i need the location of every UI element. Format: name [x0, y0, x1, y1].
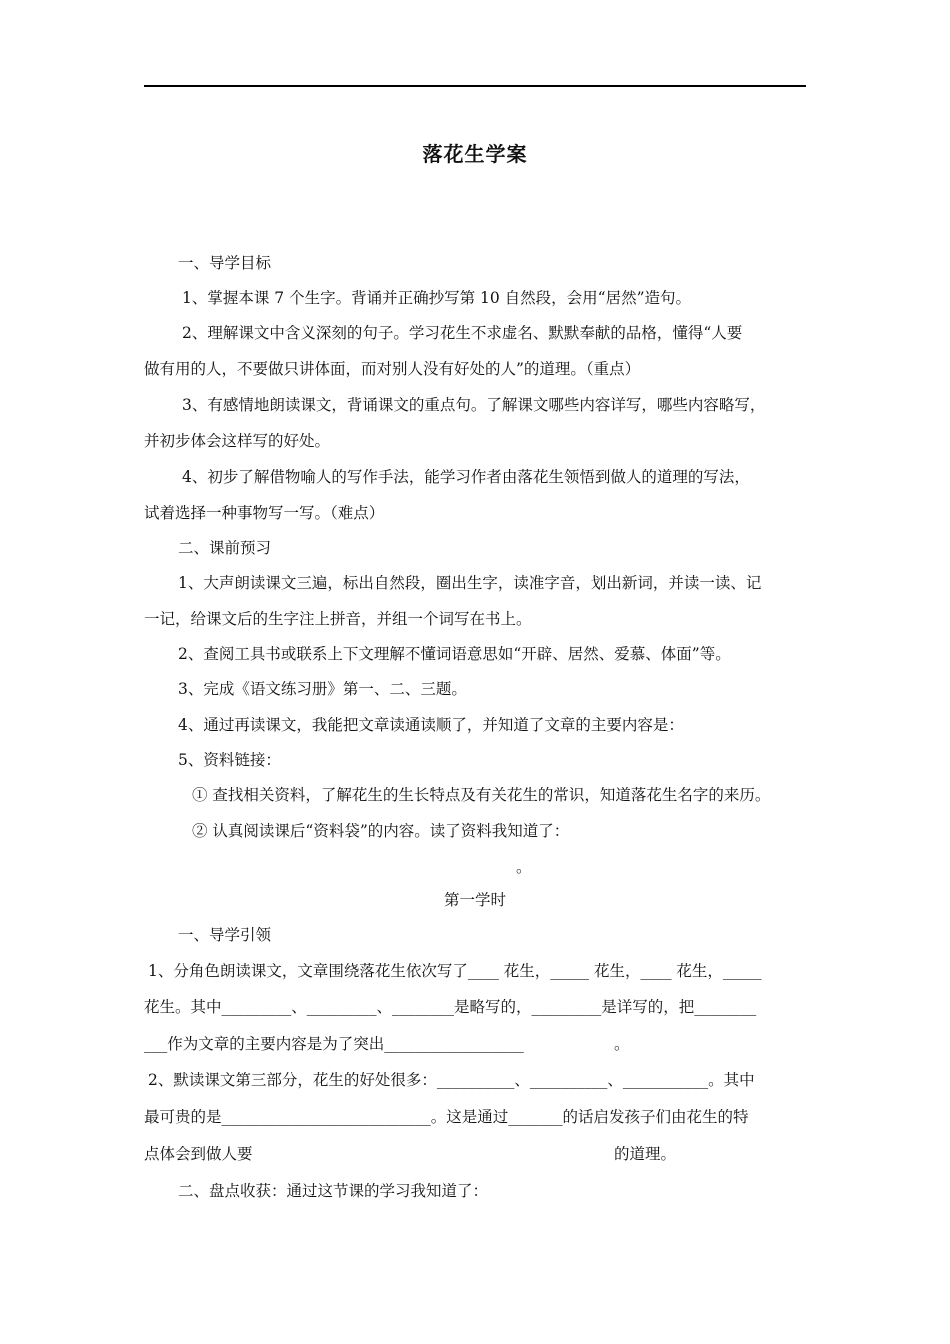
preview-item-1-cont: 一记，给课文后的生字注上拼音，并组一个词写在书上。	[144, 610, 532, 628]
resource-item-1: ① 查找相关资料，了解花生的生长特点及有关花生的常识，知道落花生名字的来历。	[192, 786, 771, 804]
goal-item-2-cont: 做有用的人，不要做只讲体面，而对别人没有好处的人”的道理。（重点）	[144, 360, 641, 378]
preview-item-2: 2、查阅工具书或联系上下文理解不懂词语意思如“开辟、居然、爱慕、体面”等。	[178, 645, 731, 663]
preview-item-3: 3、完成《语文练习册》第一、二、三题。	[178, 680, 467, 698]
preview-item-5: 5、资料链接：	[178, 751, 281, 769]
exercise-1-cont: 花生。其中_________、_________、________是略写的，_________是详写的，把________	[144, 998, 757, 1016]
resource-item-2: ② 认真阅读课后“资料袋”的内容。读了资料我知道了：	[192, 822, 570, 840]
exercise-2-cont-2: 点体会到做人要	[144, 1145, 253, 1163]
preview-item-4: 4、通过再读课文，我能把文章读通读顺了，并知道了文章的主要内容是：	[178, 716, 684, 734]
exercise-1: 1、分角色朗读课文，文章围绕落花生依次写了____ 花生，_____ 花生，____ 花生，_____	[148, 962, 762, 980]
header-rule	[144, 85, 806, 87]
section-heading-goals: 一、导学目标	[178, 254, 272, 272]
exercise-2: 2、默读课文第三部分，花生的好处很多：__________、__________、___________。其中	[148, 1071, 755, 1089]
exercise-2-end: 的道理。	[614, 1145, 677, 1163]
lesson-heading: 第一学时	[443, 891, 506, 909]
section-heading-preview: 二、课前预习	[178, 539, 272, 557]
goal-item-4-cont: 试着选择一种事物写一写。（难点）	[144, 504, 385, 522]
goal-item-4: 4、初步了解借物喻人的写作手法，能学习作者由落花生领悟到做人的道理的写法，	[182, 468, 750, 486]
goal-item-3-cont: 并初步体会这样写的好处。	[144, 432, 331, 450]
blank-period: 。	[516, 858, 532, 876]
preview-item-1: 1、大声朗读课文三遍，标出自然段，圈出生字，读准字音，划出新词，并读一读、记	[178, 574, 762, 592]
exercise-2-cont: 最可贵的是___________________________。这是通过_______的话启发孩子们由花生的特	[144, 1108, 749, 1126]
goal-item-1: 1、掌握本课 7 个生字。背诵并正确抄写第 10 自然段，会用“居然”造句。	[182, 289, 692, 307]
exercise-1-cont-2: ___作为文章的主要内容是为了突出__________________	[144, 1035, 524, 1053]
goal-item-2: 2、理解课文中含义深刻的句子。学习花生不求虚名、默默奉献的品格，懂得“人要	[182, 324, 743, 342]
exercise-1-end: 。	[614, 1035, 630, 1053]
section-heading-guide: 一、导学引领	[178, 926, 272, 944]
goal-item-3: 3、有感情地朗读课文，背诵课文的重点句。了解课文哪些内容详写，哪些内容略写，	[182, 396, 766, 414]
page-title: 落花生学案	[422, 142, 528, 166]
section-heading-summary: 二、盘点收获：通过这节课的学习我知道了：	[178, 1182, 489, 1200]
